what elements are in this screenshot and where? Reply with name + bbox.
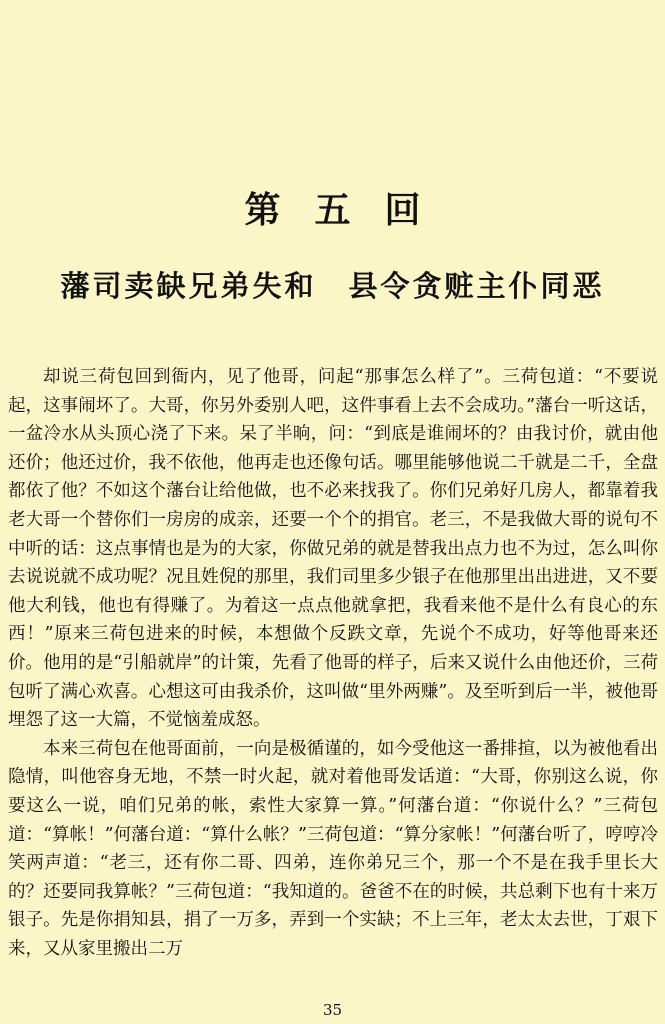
chapter-number: 第五回	[244, 189, 455, 231]
chapter-body	[8, 363, 658, 963]
paragraph: 却说三荷包回到衙内，见了他哥，问起“那事怎么样了”。三荷包道：“不要说起，这事闹坏了。大哥，你另外委别人吧，这件事看上去不会成功。”藩台一听这话，一盆冷水从头顶心浇了下来。呆了半晌，问：“到底是谁闹坏的？由我讨价，就由他还价；他还过价，我不依他，他再走也还像句话。哪里能够他说二千就是二千，全盘都依了他？不如这个藩台让给他做，也不必来找我了。你们兄弟好几房人，都靠着我老大哥一个替你们一房房的成亲，还要一个个的捐官。老三，不是我做大哥的说句不中听的话：这点事情也是为的大家，你做兄弟的就是替我出点力也不为过，怎么叫你去说说就不成功呢？况且姓倪的那里，我们司里多少银子在他那里出出进进，又不要他大利钱，他也有得赚了。为着这一点点他就拿把，我看来他不是什么有良心的东西！”原来三荷包进来的时候，本想做个反跌文章，先说个不成功，好等他哥来还价。他用的是“引船就岸”的计策，先看了他哥的样子，后来又说什么由他还价，三荷包听了满心欢喜。心想这可由我杀价，这叫做“里外两赚”。及至听到后一半，被他哥埋怨了这一大篇，不觉恼羞成怒。	[8, 367, 658, 731]
paragraph: 本来三荷包在他哥面前，一向是极循谨的，如今受他这一番排揎，以为被他看出隐情，叫他容身无地，不禁一时火起，就对着他哥发话道：“大哥，你别这么说，你要这么一说，咱们兄弟的帐，索性大家算一算。”何藩台道：“你说什么？”三荷包道：“算帐！”何藩台道：“算什么帐？”三荷包道：“算分家帐！”何藩台听了，哼哼冷笑两声道：“老三，还有你二哥、四弟，连你弟兄三个，那一个不是在我手里长大的？还要同我算帐？”三荷包道：“我知道的。爸爸不在的时候，共总剩下也有十来万银子。先是你捐知县，捐了一万多，弄到一个实缺；不上三年，老太太去世，丁艰下来，又从家里搬出二万	[8, 738, 658, 959]
chapter-title: 藩司卖缺兄弟失和 县令贪赃主仆同恶	[60, 269, 605, 303]
page-number: 35	[322, 1001, 343, 1019]
